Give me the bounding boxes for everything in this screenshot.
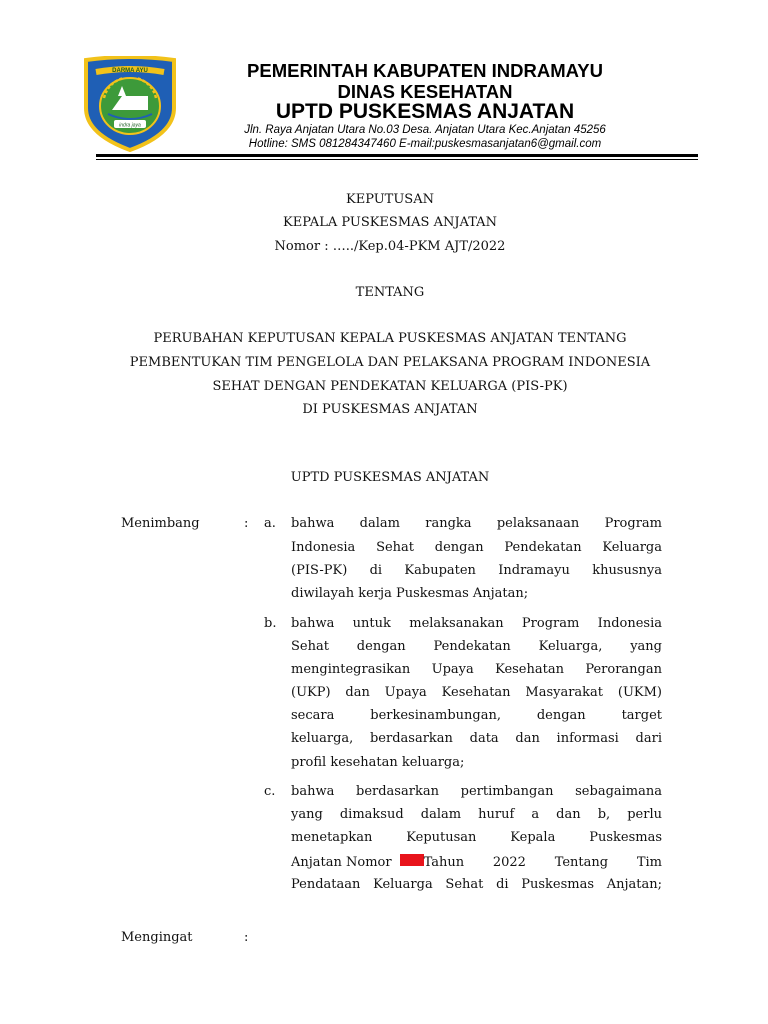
menimbang-item-line: Sehat dengan Pendekatan Keluarga, yang (291, 639, 662, 654)
menimbang-item-line: bahwa dalam rangka pelaksanaan Program (291, 516, 662, 531)
menimbang-item-line: Pendataan Keluarga Sehat di Puskesmas Anjatan; (291, 877, 662, 892)
letterhead-divider-thick (96, 154, 698, 157)
regency-emblem-icon (78, 56, 182, 152)
menimbang-item-line-redacted (291, 854, 662, 870)
menimbang-item-line: menetapkan Keputusan Kepala Puskesmas (291, 830, 662, 845)
decree-title: KEPUTUSAN (346, 192, 434, 207)
decree-issuing-body: UPTD PUSKESMAS ANJATAN (290, 470, 490, 485)
logo-motto-text: indra jaya (119, 122, 141, 129)
nomor-prefix-text: Anjatan Nomor (291, 855, 392, 870)
logo-ribbon-text: DARMA AYU (112, 68, 148, 74)
menimbang-item-line: bahwa untuk melaksanakan Program Indonesia (291, 616, 662, 631)
letterhead-government: PEMERINTAH KABUPATEN INDRAMAYU (247, 60, 603, 81)
letterhead-divider-thin (96, 159, 698, 160)
menimbang-item-marker: c. (264, 784, 276, 799)
menimbang-item-marker: a. (264, 516, 276, 531)
decree-subject-line: PERUBAHAN KEPUTUSAN KEPALA PUSKESMAS ANJATAN TENTANG (153, 331, 627, 346)
mengingat-colon: : (244, 930, 249, 945)
letterhead-address: Jln. Raya Anjatan Utara No.03 Desa. Anjatan Utara Kec.Anjatan 45256 (244, 124, 606, 136)
menimbang-item-line: Indonesia Sehat dengan Pendekatan Keluarga (291, 540, 662, 555)
menimbang-item-line: profil kesehatan keluarga; (291, 755, 465, 770)
menimbang-item-line: (UKP) dan Upaya Kesehatan Masyarakat (UKM) (291, 685, 662, 700)
nomor-suffix-text: Tahun 2022 Tentang Tim (423, 855, 662, 870)
letterhead-contact: Hotline: SMS 081284347460 E-mail:puskesmasanjatan6@gmail.com (248, 138, 602, 150)
decree-tentang: TENTANG (355, 285, 425, 300)
decree-number: Nomor : …../Kep.04-PKM AJT/2022 (274, 239, 506, 254)
menimbang-item-line: (PIS-PK) di Kabupaten Indramayu khususnya (291, 563, 662, 578)
menimbang-item-line: mengintegrasikan Upaya Kesehatan Perorangan (291, 662, 662, 677)
menimbang-item-line: diwilayah kerja Puskesmas Anjatan; (291, 586, 529, 601)
decree-subject-line: DI PUSKESMAS ANJATAN (302, 402, 478, 417)
menimbang-item-line: bahwa berdasarkan pertimbangan sebagaimana (291, 784, 662, 799)
decree-subject-line: PEMBENTUKAN TIM PENGELOLA DAN PELAKSANA PROGRAM INDONESIA (129, 355, 651, 370)
decree-subject-line: SEHAT DENGAN PENDEKATAN KELUARGA (PIS-PK) (212, 379, 568, 394)
redaction-mark (400, 854, 424, 866)
menimbang-item-line: yang dimaksud dalam huruf a dan b, perlu (291, 807, 662, 822)
letterhead-institution: UPTD PUSKESMAS ANJATAN (275, 100, 575, 123)
menimbang-label: Menimbang (121, 516, 200, 531)
decree-issuer-title: KEPALA PUSKESMAS ANJATAN (283, 215, 497, 230)
mengingat-label: Mengingat (121, 930, 193, 945)
menimbang-item-marker: b. (264, 616, 277, 631)
menimbang-item-line: secara berkesinambungan, dengan target (291, 708, 662, 723)
letterhead-department: DINAS KESEHATAN (337, 81, 513, 102)
menimbang-item-line: keluarga, berdasarkan data dan informasi dari (291, 731, 662, 746)
menimbang-colon: : (244, 516, 249, 531)
